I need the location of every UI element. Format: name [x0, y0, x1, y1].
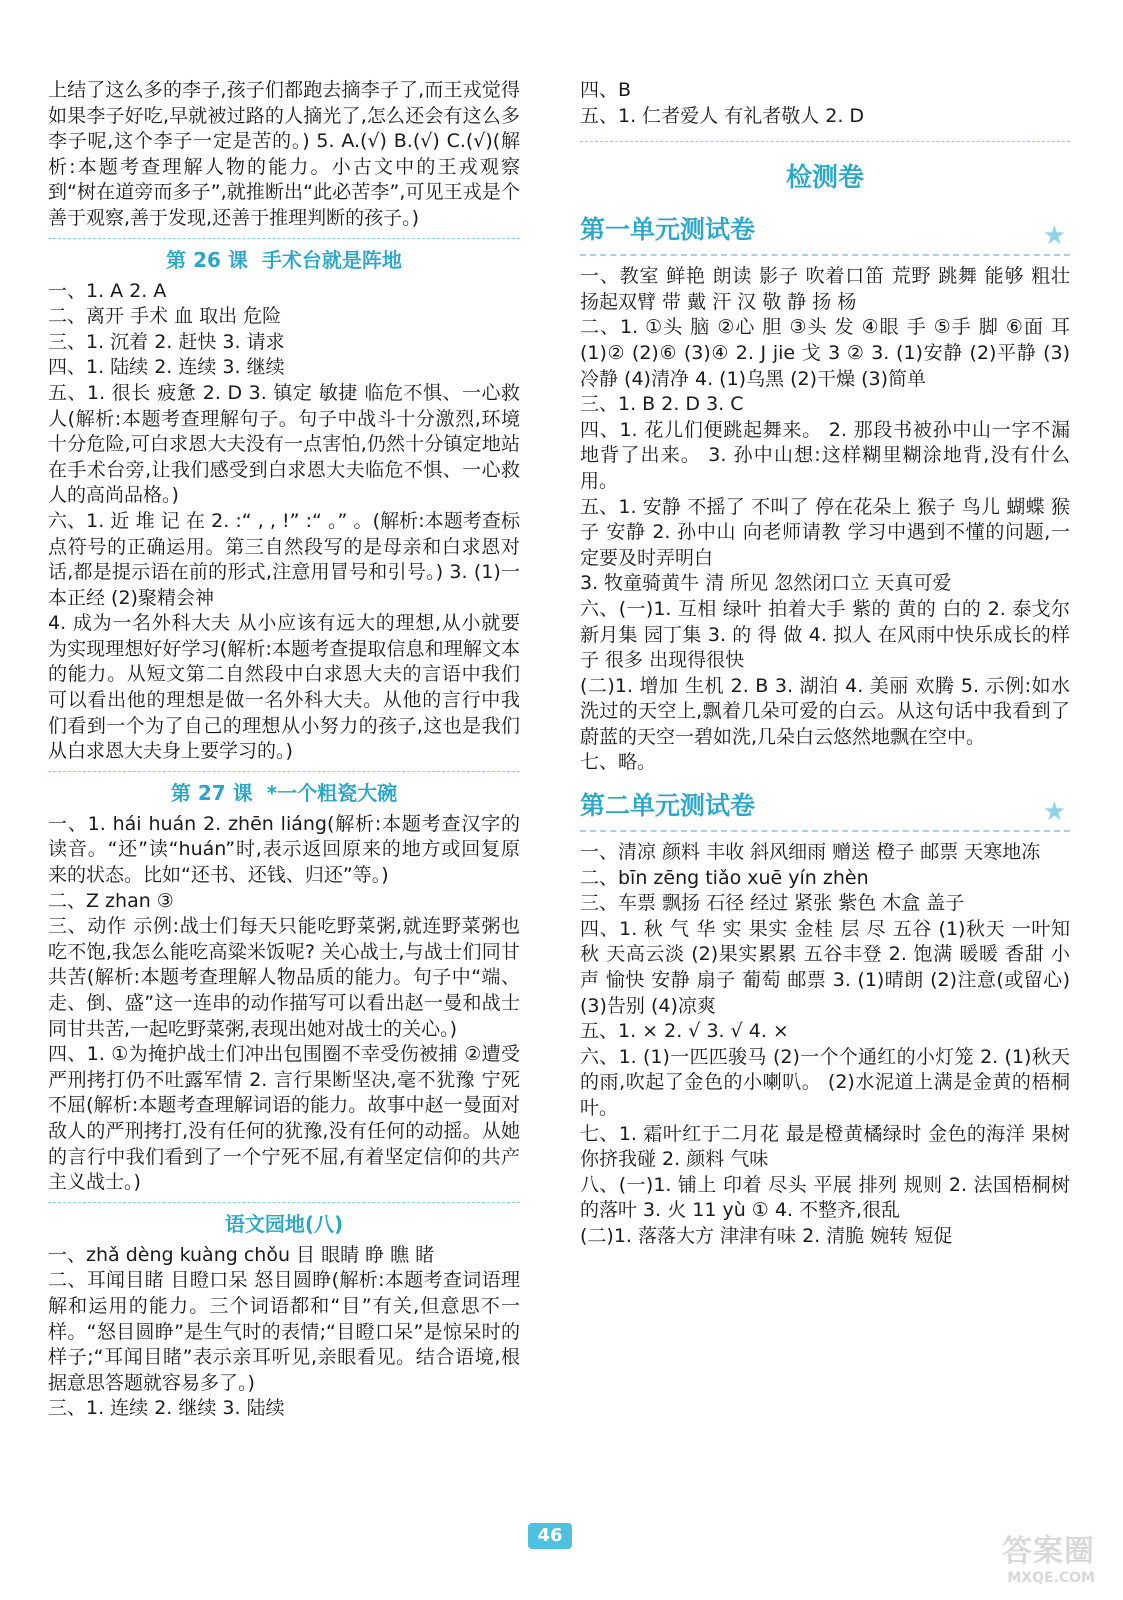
lesson-title: 手术台就是阵地: [261, 247, 402, 272]
answer-paragraph: 三、动作 示例:战士们每天只能吃野菜粥,就连野菜粥也吃不饱,我怎么能吃高粱米饭呢? 关心战士,与战士们同甘共苦(解析:本题考查理解人物品质的能力。句子中“端、走、倒、盛”这一连串的动作描写可以看出赵一曼和战士同甘共苦,一起吃野菜粥,表现出她对战士的关心。): [48, 915, 520, 1040]
unit-test-heading: [580, 786, 1070, 832]
answer-paragraph: 二、bīn zēng tiǎo xuē yín zhèn: [580, 866, 869, 889]
watermark-site: MXQE.COM: [1007, 1570, 1095, 1586]
answer-paragraph: 一、清凉 颜料 丰收 斜风细雨 赠送 橙子 邮票 天寒地冻: [580, 841, 1041, 864]
answer-paragraph: 六、1. 近 堆 记 在 2. :“ , , !” :“ 。” 。(解析:本题考查标点符号的正确运用。第三自然段写的是母亲和白求恩对话,都是提示语在前的形式,注意用冒号和引号。) 3. (1)一本正经 (2)聚精会神: [48, 509, 520, 609]
page-number: 46: [528, 1523, 572, 1549]
lesson-number: 第 27 课: [170, 780, 253, 805]
watermark-logo: [1002, 1526, 1095, 1586]
answer-paragraph: (二)1. 落落大方 津津有味 2. 清脆 婉转 短促: [580, 1224, 953, 1247]
answer-paragraph: 二、离开 手术 血 取出 危险: [48, 305, 282, 328]
lesson-heading: [48, 1202, 520, 1239]
answer-paragraph: 四、1. 陆续 2. 连续 3. 继续: [48, 356, 285, 379]
answer-paragraph: 二、耳闻目睹 目瞪口呆 怒目圆睁(解析:本题考查词语理解和运用的能力。三个词语都和“目”有关,但意思不一样。“怒目圆睁”是生气时的表情;“目瞪口呆”是惊呆时的样子;“耳闻目睹”表示亲耳听见,亲眼看见。结合语境,根据意思答题就容易多了。): [48, 1269, 520, 1394]
answer-paragraph: 一、1. hái huán 2. zhēn liáng(解析:本题考查汉字的读音。“还”读“huán”时,表示返回原来的地方或回复原来的状态。比如“还书、还钱、归还”等。): [48, 812, 520, 887]
right-column: [580, 78, 1070, 1250]
answer-paragraph: 五、1. × 2. √ 3. √ 4. ×: [580, 1020, 789, 1043]
answer-paragraph: 一、zhǎ dèng kuàng chǒu 目 眼睛 睁 瞧 睹: [48, 1243, 435, 1266]
answer-paragraph: 二、Z zhan ③: [48, 889, 174, 912]
answer-paragraph: 4. 成为一名外科大夫 从小应该有远大的理想,从小就要为实现理想好好学习(解析:本题考查提取信息和理解文本的能力。从短文第二自然段中白求恩大夫的言语中我们可以看出他的理想是做一名外科大夫。从他的言行中我们看到一个为了自己的理想从小努力的孩子,这也是我们从白求恩大夫身上要学习的。): [48, 612, 520, 763]
answer-paragraph: 三、车票 飘扬 石径 经过 紧张 紫色 木盒 盖子: [580, 892, 965, 915]
answer-paragraph: 五、1. 安静 不摇了 不叫了 停在花朵上 猴子 鸟儿 蝴蝶 猴子 安静 2. 孙中山 向老师请教 学习中遇到不懂的问题,一定要及时弄明白: [580, 495, 1070, 569]
answer-paragraph: 五、1. 仁者爱人 有礼者敬人 2. D: [580, 104, 865, 127]
answer-paragraph: 五、1. 很长 疲惫 2. D 3. 镇定 敏捷 临危不惧、一心救人(解析:本题考查理解句子。句子中战斗十分激烈,环境十分危险,可白求恩大夫没有一点害怕,仍然十分镇定地站在手术台旁,让我们感受到白求恩大夫临危不惧、一心救人的高尚品格。): [48, 381, 520, 507]
answer-paragraph: 四、1. 秋 气 华 实 果实 金桂 层 尽 五谷 (1)秋天 一叶知秋 天高云淡 (2)果实累累 五谷丰登 2. 饱满 暖暖 香甜 小声 愉快 安静 扇子 葡萄 邮票 3. (1)晴朗 (2)注意(或留心) (3)告别 (4)凉爽: [580, 917, 1070, 1017]
answer-paragraph: 一、1. A 2. A: [48, 279, 167, 302]
answer-paragraph: 六、(一)1. 互相 绿叶 拍着大手 紫的 黄的 白的 2. 泰戈尔 新月集 园丁集 3. 的 得 做 4. 拟人 在风雨中快乐成长的样子 很多 出现得很快: [580, 597, 1070, 672]
answer-paragraph: (二)1. 增加 生机 2. B 3. 湖泊 4. 美丽 欢腾 5. 示例:如水洗过的天空上,飘着几朵可爱的白云。从这句话中我看到了蔚蓝的天空一碧如洗,几朵白云悠然地飘在空中。: [580, 674, 1070, 748]
answer-paragraph: 八、(一)1. 铺上 印着 尽头 平展 排列 规则 2. 法国梧桐树的落叶 3. 火 11 yù ① 4. 不整齐,很乱: [580, 1173, 1070, 1222]
unit-test-title: 第一单元测试卷: [580, 215, 756, 245]
lesson-title: 语文园地(八): [224, 1211, 344, 1236]
answer-paragraph: 上结了这么多的李子,孩子们都跑去摘李子了,而王戎觉得如果李子好吃,早就被过路的人摘光了,怎么还会有这么多李子呢,这个李子一定是苦的。) 5. A.(√) B.(√) C.(√)(解析:本题考查理解人物的能力。小古文中的王戎观察到“树在道旁而多子”,就推断出“此必苦李”,可见王戎是个善于观察,善于发现,还善于推理判断的孩子。): [48, 79, 520, 229]
lesson-heading: [48, 238, 520, 275]
left-column: [48, 78, 520, 1422]
lesson-heading: [48, 771, 520, 808]
answer-paragraph: 二、1. ①头 脑 ②心 胆 ③头 发 ④眼 手 ⑤手 脚 ⑥面 耳 (1)② (2)⑥ (3)④ 2. J jie 戈 3 ② 3. (1)安静 (2)平静 (3)冷静 (4)清净 4. (1)乌黑 (2)干燥 (3)简单: [580, 316, 1070, 390]
answer-paragraph: 七、略。: [580, 751, 657, 774]
lesson-number: 第 26 课: [166, 247, 248, 272]
answer-paragraph: 四、1. ①为掩护战士们冲出包围圈不幸受伤被捕 ②遭受严刑拷打仍不吐露军情 2. 言行果断坚决,毫不犹豫 宁死不屈(解析:本题考查理解词语的能力。故事中赵一曼面对敌人的严刑拷打,没有任何的犹豫,没有任何的动摇。从她的言行中我们看到了一个宁死不屈,有着坚定信仰的共产主义战士。): [48, 1043, 520, 1194]
answer-paragraph: 七、1. 霜叶红于二月花 最是橙黄橘绿时 金色的海洋 果树 你挤我碰 2. 颜料 气味: [580, 1122, 1070, 1171]
unit-test-heading: [580, 210, 1070, 256]
section-title: 检测卷: [580, 141, 1070, 200]
watermark-brand: 答案圈: [1002, 1534, 1095, 1569]
answer-paragraph: 一、教室 鲜艳 朗读 影子 吹着口笛 荒野 跳舞 能够 粗壮 扬起双臂 带 戴 汗 汉 敬 静 扬 杨: [580, 265, 1070, 313]
answer-paragraph: 3. 牧童骑黄牛 清 所见 忽然闭口立 天真可爱: [580, 572, 952, 595]
answer-paragraph: 四、B: [580, 79, 632, 101]
answer-paragraph: 六、1. (1)一匹匹骏马 (2)一个个通红的小灯笼 2. (1)秋天的雨,吹起了金色的小喇叭。 (2)水泥道上满是金黄的梧桐叶。: [580, 1045, 1070, 1119]
star-icon: ★: [1042, 797, 1066, 828]
lesson-title: *一个粗瓷大碗: [266, 780, 398, 805]
unit-test-title: 第二单元测试卷: [580, 791, 756, 821]
answer-paragraph: 三、1. 沉着 2. 赶快 3. 请求: [48, 330, 285, 353]
answer-paragraph: 四、1. 花儿们便跳起舞来。 2. 那段书被孙中山一字不漏地背了出来。 3. 孙中山想:这样糊里糊涂地背,没有什么用。: [580, 418, 1070, 492]
answer-paragraph: 三、1. B 2. D 3. C: [580, 393, 744, 416]
answer-paragraph: 三、1. 连续 2. 继续 3. 陆续: [48, 1397, 285, 1420]
star-icon: ★: [1042, 221, 1066, 252]
